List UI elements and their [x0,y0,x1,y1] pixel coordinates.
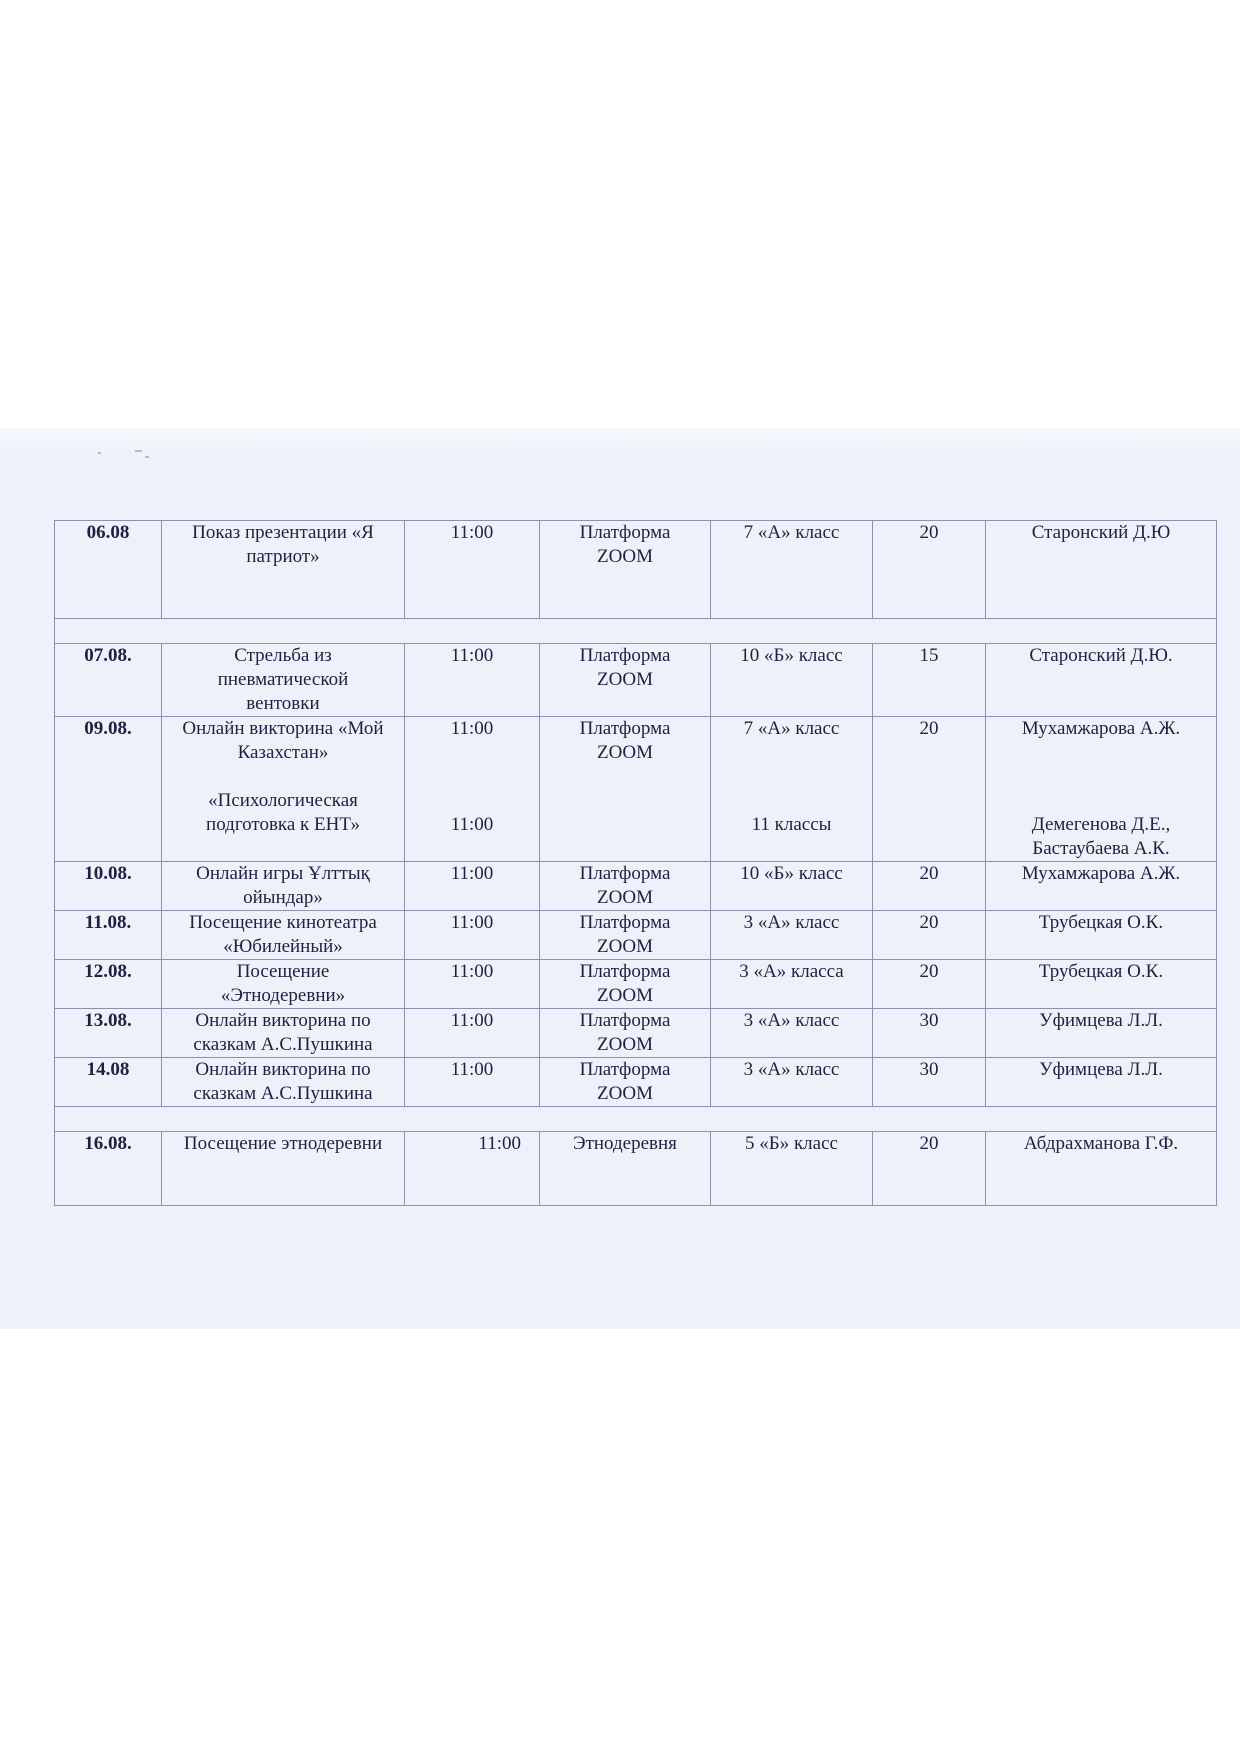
time-cell: 11:00 [405,862,540,911]
time-cell: 11:00 [405,1009,540,1058]
place-cell: Платформа ZOOM [540,717,711,862]
scan-speck [135,450,142,452]
responsible-cell: Трубецкая О.К. [986,911,1217,960]
table-row [55,521,1217,619]
time-cell: 11:00 [405,1132,540,1206]
event-cell: Онлайн викторина по сказкам А.С.Пушкина [162,1009,405,1058]
count-cell: 30 [873,1009,986,1058]
class-cell: 7 «А» класс [711,521,873,619]
class-cell: 3 «А» класс [711,1058,873,1107]
time-cell: 11:00 [405,960,540,1009]
table-row [55,644,1217,717]
event-cell: Онлайн викторина по сказкам А.С.Пушкина [162,1058,405,1107]
responsible-cell: Мухамжарова А.Ж. Демегенова Д.Е., Бастаубаева А.К. [986,717,1217,862]
event-cell: Посещение «Этнодеревни» [162,960,405,1009]
scan-edge [0,428,1240,462]
table-gap-row [55,1107,1217,1132]
event-cell: Онлайн викторина «Мой Казахстан» «Психологическая подготовка к ЕНТ» [162,717,405,862]
table-row [55,1132,1217,1206]
responsible-cell: Старонский Д.Ю [986,521,1217,619]
place-cell: Платформа ZOOM [540,521,711,619]
event-cell: Посещение кинотеатра «Юбилейный» [162,911,405,960]
class-cell: 10 «Б» класс [711,644,873,717]
date-cell: 09.08. [55,717,162,862]
time-cell: 11:00 [405,1058,540,1107]
table-row [55,911,1217,960]
class-cell: 10 «Б» класс [711,862,873,911]
scanned-sheet [0,428,1240,1329]
time-cell: 11:00 11:00 [405,717,540,862]
responsible-cell: Мухамжарова А.Ж. [986,862,1217,911]
date-cell: 14.08 [55,1058,162,1107]
place-cell: Платформа ZOOM [540,862,711,911]
time-cell: 11:00 [405,521,540,619]
table-row [55,1058,1217,1107]
count-cell: 20 [873,521,986,619]
date-cell: 07.08. [55,644,162,717]
responsible-cell: Трубецкая О.К. [986,960,1217,1009]
date-cell: 10.08. [55,862,162,911]
count-cell: 20 [873,960,986,1009]
class-cell: 3 «А» класс [711,911,873,960]
event-cell: Посещение этнодеревни [162,1132,405,1206]
responsible-cell: Старонский Д.Ю. [986,644,1217,717]
table-row [55,1009,1217,1058]
place-cell: Платформа ZOOM [540,644,711,717]
responsible-cell: Уфимцева Л.Л. [986,1009,1217,1058]
date-cell: 06.08 [55,521,162,619]
class-cell: 5 «Б» класс [711,1132,873,1206]
place-cell: Платформа ZOOM [540,960,711,1009]
table-row [55,717,1217,862]
date-cell: 11.08. [55,911,162,960]
place-cell: Платформа ZOOM [540,1058,711,1107]
date-cell: 12.08. [55,960,162,1009]
schedule-table [54,520,1217,1206]
event-cell: Стрельба из пневматической вентовки [162,644,405,717]
count-cell: 20 [873,911,986,960]
table-row [55,862,1217,911]
count-cell: 20 [873,1132,986,1206]
event-cell: Онлайн игры Ұлттық ойындар» [162,862,405,911]
place-cell: Платформа ZOOM [540,1009,711,1058]
responsible-cell: Абдрахманова Г.Ф. [986,1132,1217,1206]
responsible-cell: Уфимцева Л.Л. [986,1058,1217,1107]
scan-speck [98,452,101,454]
count-cell: 30 [873,1058,986,1107]
place-cell: Платформа ZOOM [540,911,711,960]
class-cell: 3 «А» класса [711,960,873,1009]
date-cell: 16.08. [55,1132,162,1206]
count-cell: 20 [873,862,986,911]
class-cell: 3 «А» класс [711,1009,873,1058]
time-cell: 11:00 [405,911,540,960]
scan-speck [145,456,149,458]
count-cell: 15 [873,644,986,717]
class-cell: 7 «А» класс 11 классы [711,717,873,862]
table-gap-row [55,619,1217,644]
count-cell: 20 [873,717,986,862]
event-cell: Показ презентации «Я патриот» [162,521,405,619]
time-cell: 11:00 [405,644,540,717]
table-row [55,960,1217,1009]
place-cell: Этнодеревня [540,1132,711,1206]
date-cell: 13.08. [55,1009,162,1058]
